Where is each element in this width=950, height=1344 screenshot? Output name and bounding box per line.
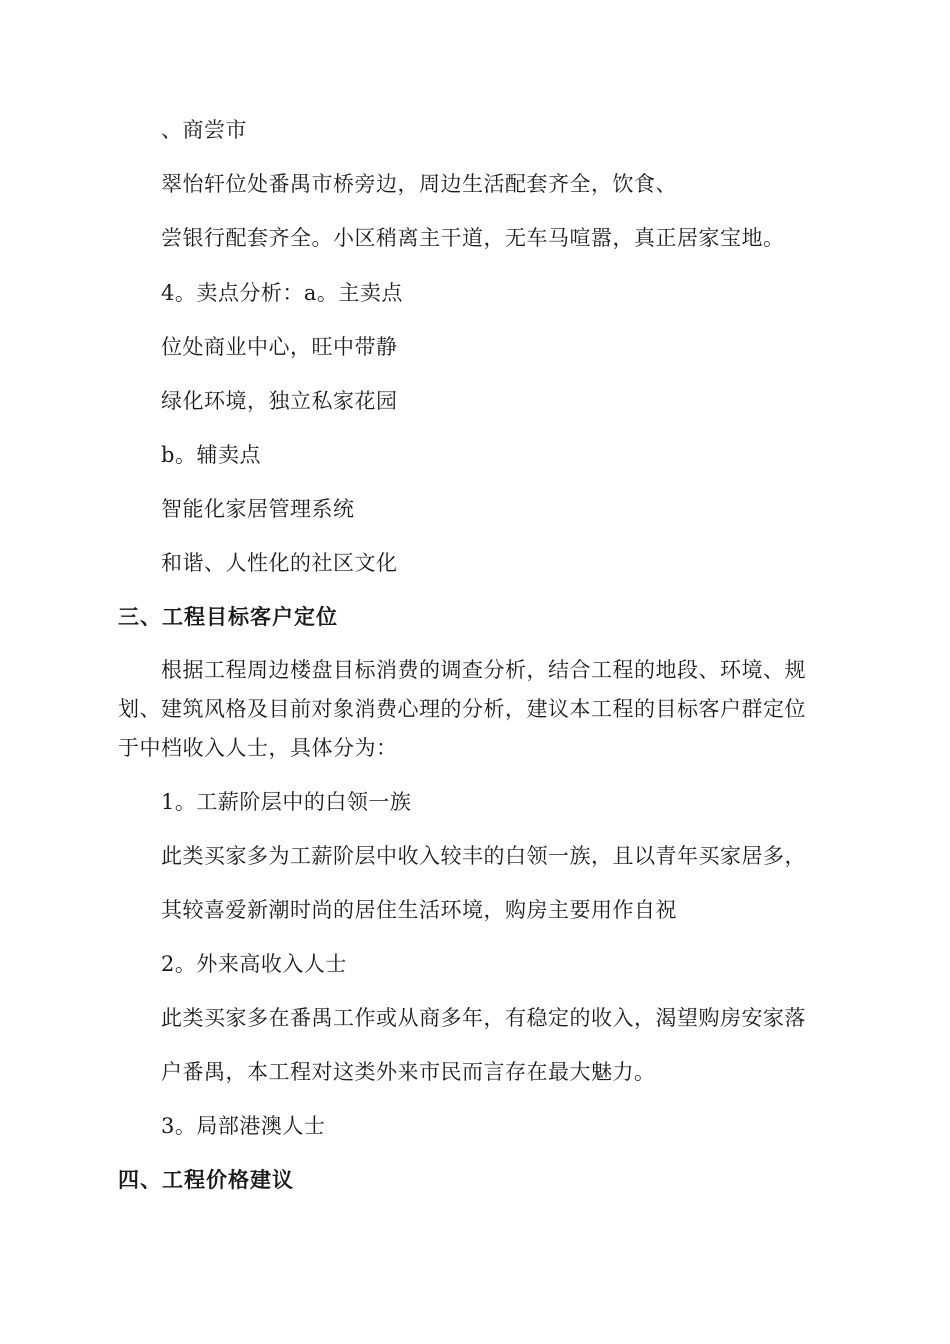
section-heading: 四、工程价格建议 — [118, 1168, 294, 1192]
section-heading: 三、工程目标客户定位 — [118, 605, 338, 629]
list-item: 3。局部港澳人士 — [161, 1114, 326, 1138]
list-item: 此类买家多为工薪阶层中收入较丰的白领一族，且以青年买家居多， — [161, 844, 806, 868]
list-item: 此类买家多在番禺工作或从商多年，有稳定的收入，渴望购房安家落 — [161, 1006, 806, 1030]
paragraph-line: 划、建筑风格及目前对象消费心理的分析，建议本工程的目标客户群定位 — [118, 697, 806, 721]
text-line: 位处商业中心，旺中带静 — [161, 335, 398, 359]
list-item: 1。工薪阶层中的白领一族 — [161, 790, 412, 814]
text-line: 4。卖点分析：a。主卖点 — [161, 281, 403, 305]
text-line: 绿化环境，独立私家花园 — [161, 389, 398, 413]
paragraph-line: 于中档收入人士，具体分为： — [118, 736, 398, 760]
text-line: 尝银行配套齐全。小区稍离主干道，无车马喧嚣，真正居家宝地。 — [161, 226, 785, 250]
text-line: 和谐、人性化的社区文化 — [161, 551, 398, 575]
list-item: 2。外来高收入人士 — [161, 952, 347, 976]
list-item: 其较喜爱新潮时尚的居住生活环境，购房主要用作自祝 — [161, 898, 677, 922]
list-item: 户番禺，本工程对这类外来市民而言存在最大魅力。 — [161, 1060, 656, 1084]
paragraph-line: 根据工程周边楼盘目标消费的调查分析，结合工程的地段、环境、规 — [161, 658, 806, 682]
text-line: b。辅卖点 — [161, 443, 261, 467]
text-line: 智能化家居管理系统 — [161, 497, 355, 521]
text-line: 翠怡轩位处番禺市桥旁边，周边生活配套齐全，饮食、 — [161, 172, 677, 196]
text-line: 、商尝市 — [161, 118, 247, 142]
